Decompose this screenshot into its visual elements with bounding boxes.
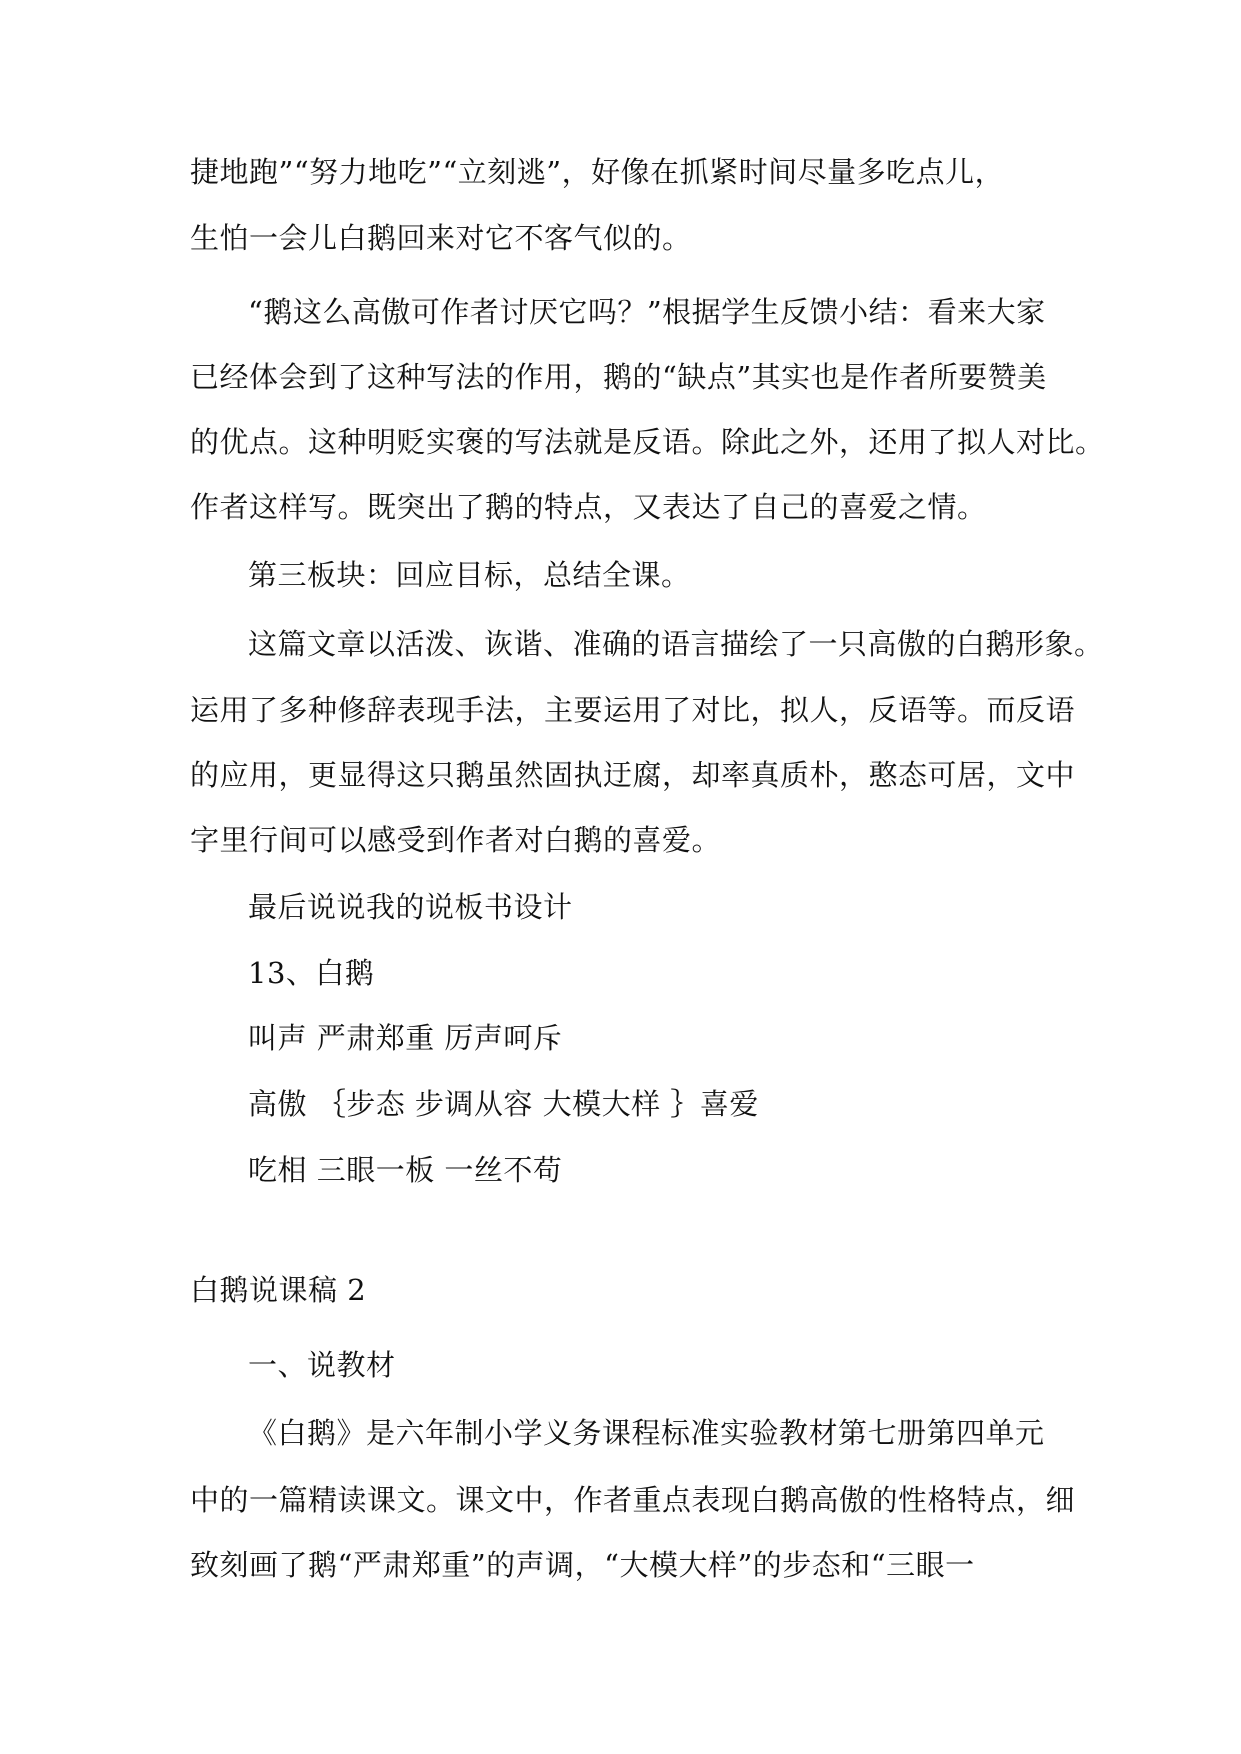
text-line: 运用了多种修辞表现手法，主要运用了对比，拟人，反语等。而反语 [190,693,1076,727]
text-line: 作者这样写。既突出了鹅的特点，又表达了自己的喜爱之情。 [190,490,987,524]
text-line: 《白鹅》是六年制小学义务课程标准实验教材第七册第四单元 [248,1416,1045,1450]
text-line: 致刻画了鹅“严肃郑重”的声调，“大模大样”的步态和“三眼一 [190,1548,975,1582]
text-line: 中的一篇精读课文。课文中，作者重点表现白鹅高傲的性格特点，细 [190,1483,1076,1517]
text-line: 捷地跑”“努力地吃”“立刻逃”，好像在抓紧时间尽量多吃点儿， [190,155,1005,189]
board-line: 吃相 三眼一板 一丝不苟 [248,1153,563,1187]
section-heading: 第三板块：回应目标，总结全课。 [248,558,691,592]
text-line: 字里行间可以感受到作者对白鹅的喜爱。 [190,823,722,857]
text-line: 的优点。这种明贬实褒的写法就是反语。除此之外，还用了拟人对比。 [190,425,1105,459]
text-line: 生怕一会儿白鹅回来对它不客气似的。 [190,221,692,255]
text-line: 最后说说我的说板书设计 [248,890,573,924]
text-line: 已经体会到了这种写法的作用，鹅的“缺点”其实也是作者所要赞美 [190,360,1047,394]
board-line: 高傲 ｛步态 步调从容 大模大样 ｝喜爱 [248,1087,759,1121]
board-title: 13、白鹅 [248,956,375,990]
text-line: 的应用，更显得这只鹅虽然固执迂腐，却率真质朴，憨态可居，文中 [190,758,1076,792]
document-title: 白鹅说课稿 2 [190,1273,367,1307]
section-heading: 一、说教材 [248,1348,396,1382]
text-line: “鹅这么高傲可作者讨厌它吗？”根据学生反馈小结：看来大家 [248,295,1046,329]
board-line: 叫声 严肃郑重 厉声呵斥 [248,1021,563,1055]
text-line: 这篇文章以活泼、诙谐、准确的语言描绘了一只高傲的白鹅形象。 [248,627,1104,661]
